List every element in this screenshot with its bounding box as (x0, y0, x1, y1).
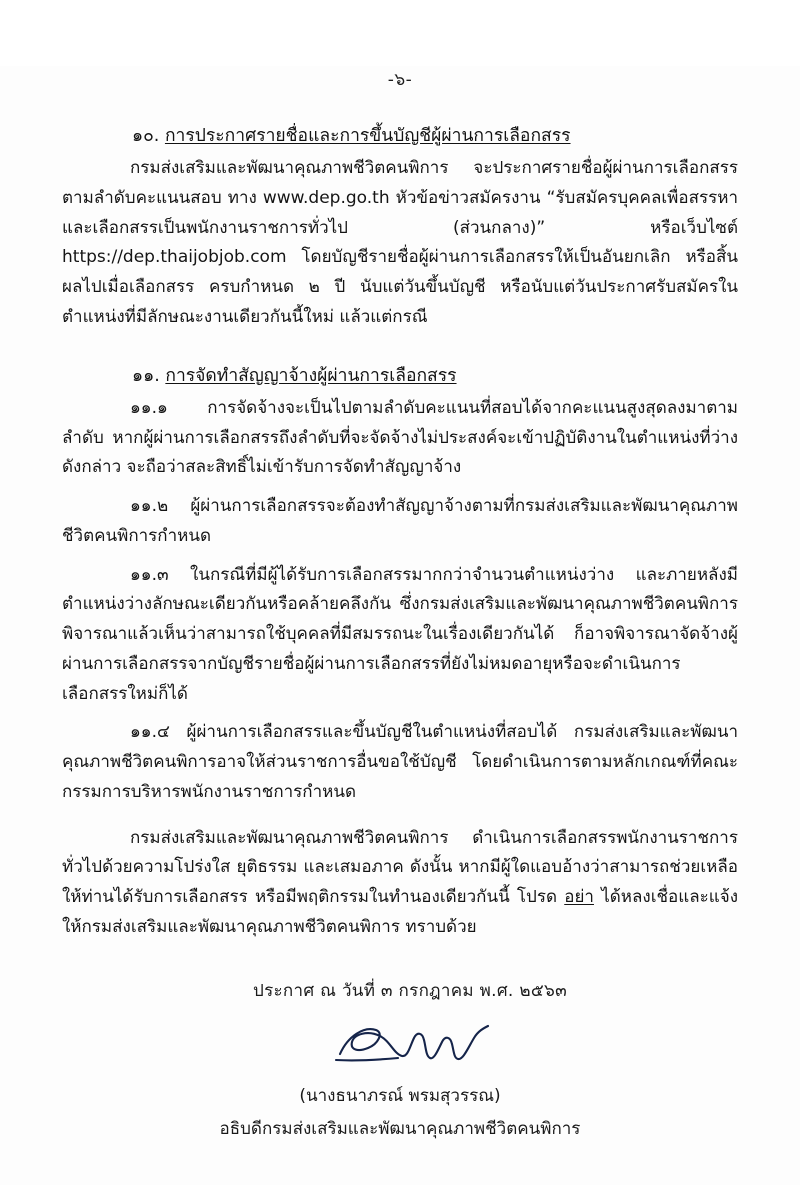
signature-area (62, 1014, 738, 1080)
announcement-date: ประกาศ ณ วันที่ ๓ กรกฎาคม พ.ศ. ๒๕๖๓ (252, 980, 567, 1001)
section-11-item-4 (62, 718, 738, 807)
section-10-title: การประกาศรายชื่อและการขึ้นบัญชีผู้ผ่านการเลือกสรร (164, 126, 571, 146)
closing-paragraph (62, 824, 738, 943)
section-10-number: ๑๐. (132, 126, 160, 146)
closing-text-before: กรมส่งเสริมและพัฒนาคุณภาพชีวิตคนพิการ ดำเนินการเลือกสรรพนักงานราชการทั่วไปด้วยความโปร่งใส ยุติธรรม และเสมอภาค ดังนั้น หากมีผู้ใดแอบอ้างว่าสามารถช่วยเหลือให้ท่านได้รับการเลือกสรร หรือมีพฤติกรรมในทำนองเดียวกันนี้ โปรด (62, 827, 738, 907)
paragraph: ๑๑.๔ ผู้ผ่านการเลือกสรรและขึ้นบัญชีในตำแหน่งที่สอบได้ กรมส่งเสริมและพัฒนาคุณภาพชีวิตคนพิการอาจให้ส่วนราชการอื่นขอใช้บัญชี โดยดำเนินการตามหลักเกณฑ์ที่คณะกรรมการบริหารพนักงานราชการกำหนด (62, 722, 738, 802)
signer-name: (นางธนาภรณ์ พรมสุวรรณ) (299, 1085, 501, 1106)
section-10-body (62, 154, 738, 333)
section-11-item-3 (62, 561, 738, 710)
paragraph: ๑๑.๓ ในกรณีที่มีผู้ได้รับการเลือกสรรมากกว่าจำนวนตำแหน่งว่าง และภายหลังมีตำแหน่งว่างลักษณะเดียวกันหรือคล้ายคลึงกัน ซึ่งกรมส่งเสริมและพัฒนาคุณภาพชีวิตคนพิการ พิจารณาแล้วเห็นว่าสามารถใช้บุคคลที่มีสมรรถนะในเรื่องเดียวกันได้ ก็อาจพิจารณาจัดจ้างผู้ผ่านการเลือกสรรจากบัญชีรายชื่อผู้ผ่านการเลือกสรรที่ยังไม่หมดอายุหรือจะดำเนินการเลือกสรรใหม่ก็ได้ (62, 564, 738, 704)
section-11-title: การจัดทำสัญญาจ้างผู้ผ่านการเลือกสรร (165, 365, 457, 386)
section-11-item-2 (62, 492, 738, 552)
section-heading-10 (62, 123, 738, 150)
closing-text-emphasis: อย่า (564, 887, 594, 907)
handwritten-signature (328, 1014, 508, 1078)
section-11-number: ๑๑. (132, 365, 160, 386)
paragraph: ๑๑.๑ การจัดจ้างจะเป็นไปตามลำดับคะแนนที่สอบได้จากคะแนนสูงสุดลงมาตามลำดับ หากผู้ผ่านการเลือกสรรถึงลำดับที่จะจัดจ้างไม่ประสงค์จะเข้าปฏิบัติงานในตำแหน่งที่ว่างดังกล่าว จะถือว่าสละสิทธิ์ไม่เข้ารับการจัดทำสัญญาจ้าง (62, 397, 738, 478)
section-heading-11 (62, 363, 738, 390)
signer-title: อธิบดีกรมส่งเสริมและพัฒนาคุณภาพชีวิตคนพิการ (219, 1118, 581, 1139)
paragraph: กรมส่งเสริมและพัฒนาคุณภาพชีวิตคนพิการ จะประกาศรายชื่อผู้ผ่านการเลือกสรรตามลำดับคะแนนสอบ ทาง www.dep.go.th หัวข้อข่าวสมัครงาน “รับสมัครบุคคลเพื่อสรรหาและเลือกสรรเป็นพนักงานราชการทั่วไป (ส่วนกลาง)” หรือเว็บไซต์ https://dep.thaijobjob.com โดยบัญชีรายชื่อผู้ผ่านการเลือกสรรให้เป็นอันยกเลิก หรือสิ้นผลไปเมื่อเลือกสรร ครบกำหนด ๒ ปี นับแต่วันขึ้นบัญชี หรือนับแต่วันประกาศรับสมัครในตำแหน่งที่มีลักษณะงานเดียวกันนี้ใหม่ แล้วแต่กรณี (62, 158, 738, 327)
paragraph: ๑๑.๒ ผู้ผ่านการเลือกสรรจะต้องทำสัญญาจ้างตามที่กรมส่งเสริมและพัฒนาคุณภาพชีวิตคนพิการกำหนด (62, 496, 738, 546)
section-11-item-1 (62, 394, 738, 483)
document-page (0, 66, 800, 1185)
closing-text-after: ได้หลงเชื่อและแจ้งให้กรมส่งเสริมและพัฒนาคุณภาพชีวิตคนพิการ ทราบด้วย (62, 887, 738, 937)
page-number: -๖- (387, 70, 413, 90)
